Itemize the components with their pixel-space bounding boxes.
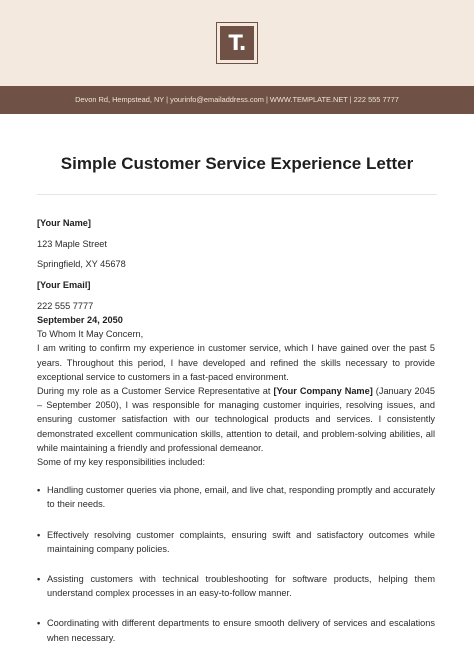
list-item-text: Effectively resolving customer complaints, ensuring swift and satisfactory outcomes while maintaining company policies. [47,529,435,554]
list-item [37,616,435,644]
role-text-before: During my role as a Customer Service Representative at [37,386,274,397]
paragraph-intro: I am writing to confirm my experience in customer service, which I have gained over the past 5 years. Throughout this period, I have developed and refined the skills necessary to provide exceptional service to customers in a fast-paced environment. [37,343,435,382]
sender-name: [Your Name] [37,218,91,228]
list-item-text: Coordinating with different departments to ensure smooth delivery of services and escalations when necessary. [47,618,435,643]
sender-email: [Your Email] [37,280,91,291]
letter-date: September 24, 2050 [37,315,123,326]
list-item [37,483,435,511]
company-name: [Your Company Name] [273,386,373,397]
sender-street: 123 Maple Street [37,238,107,249]
responsibilities-list [37,483,435,645]
list-item-text: Handling customer queries via phone, email, and live chat, responding promptly and accurately to their needs. [47,485,435,510]
role-text-after: (January 2045 – September 2050), I was responsible for managing customer inquiries, resolving issues, and ensuring customer satisfaction with our technological products and services. I consistently demonstrated excellent communication skills, attention to detail, and problem-solving abilities, all while maintaining a friendly and professional demeanor. [37,386,435,453]
document-title: Simple Customer Service Experience Letter [60,154,414,173]
salutation: To Whom It May Concern, [37,329,144,340]
sender-phone: 222 555 7777 [37,300,94,311]
header-band [0,0,474,86]
logo-mark: T. [220,26,254,60]
bullet-icon: • [37,574,41,585]
paragraph-role [37,384,435,455]
responsibilities-intro: Some of my key responsibilities included: [37,457,206,468]
list-item-text: Assisting customers with technical troubleshooting for software products, helping them understand complex processes in an easy-to-follow manner. [47,574,435,599]
list-item [37,528,435,556]
sender-city: Springfield, XY 45678 [37,259,126,270]
letter-body [37,216,435,661]
logo [216,22,258,64]
contact-bar: Devon Rd, Hempstead, NY | yourinfo@emailaddress.com | WWW.TEMPLATE.NET | 222 555 7777 [0,86,474,114]
bullet-icon: • [37,529,41,540]
list-item [37,572,435,600]
bullet-icon: • [37,618,41,629]
bullet-icon: • [37,485,41,496]
title-divider [37,194,437,195]
